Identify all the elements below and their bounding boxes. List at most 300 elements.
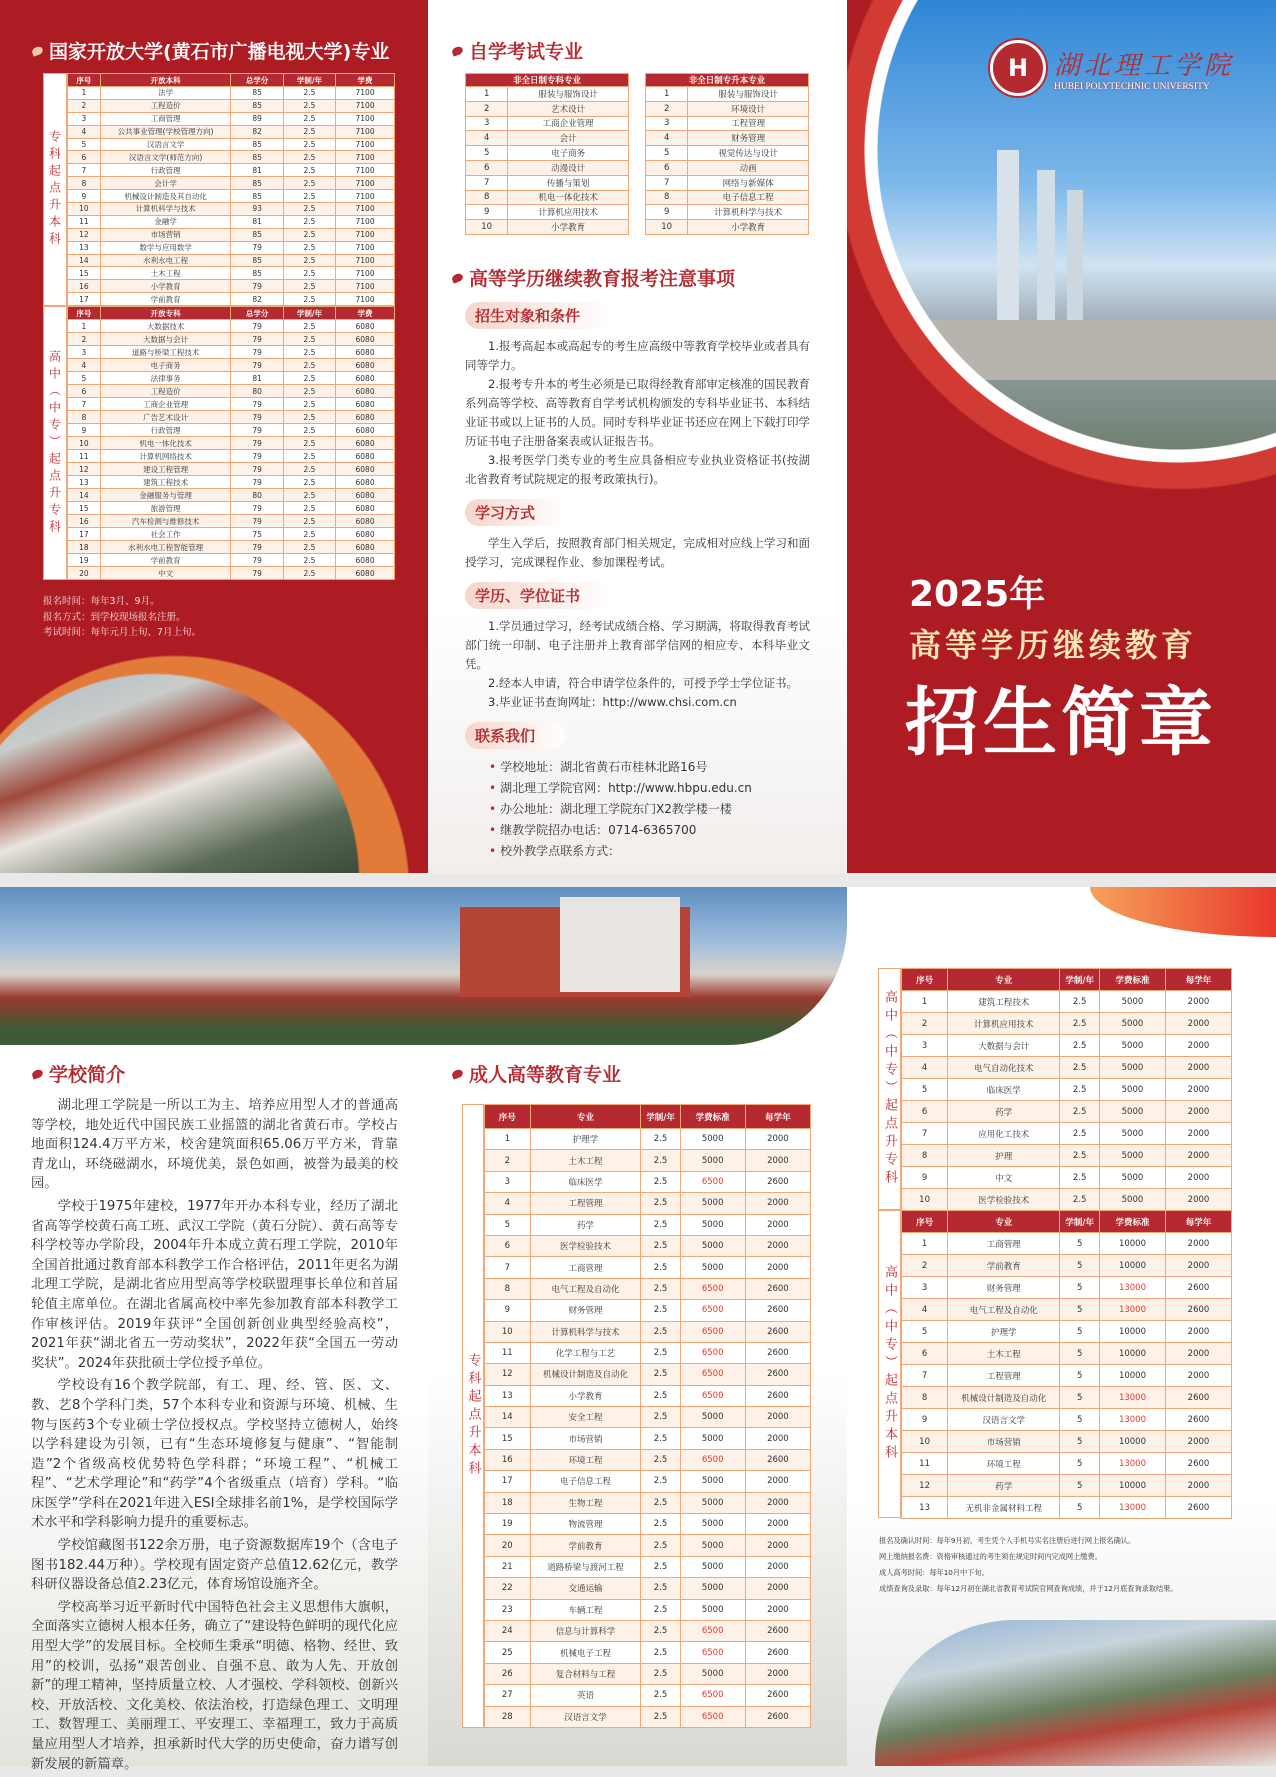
table-cell: 27 (485, 1685, 531, 1706)
table-cell: 15 (68, 267, 101, 280)
table-cell: 6080 (336, 424, 395, 437)
table-cell: 护理学 (530, 1129, 641, 1150)
contact-website[interactable]: • 湖北理工学院官网：http://www.hbpu.edu.cn (465, 778, 810, 799)
table-row (902, 1057, 1232, 1079)
contact-office: • 办公地址：湖北理工学院东门X2教学楼一楼 (465, 799, 810, 820)
table-cell: 5 (485, 1214, 531, 1235)
table-cell: 26 (485, 1663, 531, 1684)
table-header-row (646, 74, 809, 87)
table-cell: 土木工程 (530, 1150, 641, 1171)
table-cell: 2.5 (283, 125, 335, 138)
table-cell: 2.5 (1060, 1035, 1100, 1057)
column-header: 学制/年 (1060, 969, 1100, 991)
table-cell: 12 (485, 1364, 531, 1385)
self-study-associate-grid (465, 73, 629, 235)
main-building (847, 320, 1276, 380)
open-bachelor-table (67, 73, 395, 306)
table-cell: 5 (1060, 1453, 1100, 1475)
table-cell: 5 (1060, 1299, 1100, 1321)
table-cell: 5 (1060, 1255, 1100, 1277)
table-cell: 2.5 (283, 515, 335, 528)
table-row (902, 1299, 1232, 1321)
table-cell: 4 (68, 125, 101, 138)
table-row (902, 1233, 1232, 1255)
table-cell: 2600 (1165, 1497, 1231, 1519)
table-cell: 2.5 (283, 463, 335, 476)
subsection-certificates: 学历、学位证书 (465, 582, 610, 609)
table-row (902, 1167, 1232, 1189)
table-cell: 5000 (680, 1535, 745, 1556)
table-cell: 7100 (336, 215, 395, 228)
table-cell: 1 (485, 1129, 531, 1150)
table-cell: 10000 (1099, 1255, 1165, 1277)
table-row (485, 1385, 811, 1406)
table-cell: 学前教育 (948, 1255, 1060, 1277)
table-cell: 2.5 (283, 346, 335, 359)
table-cell: 8 (485, 1278, 531, 1299)
table-cell: 2.5 (283, 190, 335, 203)
table-cell: 艺术设计 (508, 101, 629, 116)
certificate-para: 1.学员通过学习，经考试成绩合格、学习期满，将取得教育考试部门统一印制、电子注册并上教育部学信网的相应专、本科毕业文凭。 (465, 619, 810, 671)
table-row (68, 567, 395, 580)
table-cell: 护理 (948, 1145, 1060, 1167)
table-row (68, 267, 395, 280)
table-cell: 5 (68, 372, 101, 385)
table-cell: 小学教育 (530, 1385, 641, 1406)
table-cell: 6 (902, 1343, 948, 1365)
table-cell: 2.5 (283, 476, 335, 489)
intro-text (31, 1096, 398, 1777)
table-cell: 2.5 (283, 241, 335, 254)
table-cell: 5 (1060, 1387, 1100, 1409)
table-cell: 5 (902, 1079, 948, 1101)
cover-year: 2025年 (909, 574, 1046, 615)
table-cell: 14 (68, 254, 101, 267)
table-cell: 8 (902, 1145, 948, 1167)
self-study-associate-table (465, 73, 629, 235)
table-row (646, 160, 809, 175)
table-cell: 25 (485, 1642, 531, 1663)
table-row (646, 87, 809, 102)
table-row (68, 463, 395, 476)
table-cell: 2.5 (1060, 1079, 1100, 1101)
table-cell: 5000 (680, 1235, 745, 1256)
table-row (68, 424, 395, 437)
table-cell: 2.5 (641, 1257, 680, 1278)
open-associate-table (67, 306, 395, 580)
table-cell: 5000 (1099, 1167, 1165, 1189)
table-header-row (68, 74, 395, 87)
section-label-bachelor: 专科起点升本科 (43, 73, 67, 306)
table-cell: 6080 (336, 359, 395, 372)
table-row (466, 101, 629, 116)
table-row (68, 280, 395, 293)
table-cell: 23 (485, 1599, 531, 1620)
table-row (485, 1235, 811, 1256)
table-cell: 6080 (336, 541, 395, 554)
table-cell: 小学教育 (100, 280, 231, 293)
table-cell: 金融服务与管理 (100, 489, 231, 502)
table-cell: 1 (646, 87, 688, 102)
table-row (68, 450, 395, 463)
table-cell: 2.5 (641, 1129, 680, 1150)
table-cell: 7100 (336, 177, 395, 190)
table-cell: 8 (466, 190, 508, 205)
table-row (902, 1343, 1232, 1365)
table-cell: 17 (485, 1471, 531, 1492)
table-cell: 6500 (680, 1300, 745, 1321)
table-cell: 79 (231, 450, 283, 463)
table-cell: 2.5 (641, 1642, 680, 1663)
table-cell: 5 (1060, 1233, 1100, 1255)
table-row (68, 554, 395, 567)
table-cell: 2600 (745, 1171, 810, 1192)
table-cell: 79 (231, 241, 283, 254)
table-cell: 79 (231, 502, 283, 515)
tower-building (1067, 190, 1083, 340)
section-label-bachelor: 专科起点升本科 (462, 1104, 484, 1728)
section-label-hs-bachelor: 高中（中专）起点升本科 (878, 1210, 901, 1518)
table-cell: 8 (68, 177, 101, 190)
table-cell: 2600 (745, 1642, 810, 1663)
column-header: 专业 (948, 1211, 1060, 1233)
table-cell: 79 (231, 359, 283, 372)
logo-english-name: HUBEI POLYTECHNIC UNIVERSITY (1054, 81, 1210, 92)
section-title-text: 成人高等教育专业 (469, 1064, 622, 1086)
table-cell: 85 (231, 138, 283, 151)
table-cell: 2000 (1165, 1233, 1231, 1255)
table-cell: 2.5 (641, 1428, 680, 1449)
table-cell: 10 (466, 220, 508, 235)
table-cell: 7100 (336, 190, 395, 203)
table-cell: 6080 (336, 398, 395, 411)
table-cell: 2.5 (641, 1535, 680, 1556)
table-row (68, 151, 395, 164)
table-cell: 2000 (745, 1214, 810, 1235)
table-cell: 5000 (1099, 1101, 1165, 1123)
column-header: 学制/年 (1060, 1211, 1100, 1233)
table-row (68, 541, 395, 554)
table-cell: 2.5 (1060, 1123, 1100, 1145)
table-cell: 6500 (680, 1685, 745, 1706)
table-cell: 物流管理 (530, 1514, 641, 1535)
table-cell: 大数据与会计 (948, 1035, 1060, 1057)
table-cell: 学前教育 (530, 1535, 641, 1556)
table-cell: 土木工程 (100, 267, 231, 280)
column-header: 序号 (68, 74, 101, 87)
table-cell: 13 (902, 1497, 948, 1519)
intro-para: 湖北理工学院是一所以工为主、培养应用型人才的普通高等学校，地处近代中国民族工业摇篮的湖北省黄石市。学校占地面积124.4万平方米，校舍建筑面积65.06万平方米，背靠青龙山，环绕磁湖水，环境优美，景色如画，被誉为最美的校园。 (31, 1098, 398, 1192)
table-cell: 79 (231, 541, 283, 554)
table-row (902, 1189, 1232, 1211)
table-cell: 6500 (680, 1364, 745, 1385)
table-cell: 3 (68, 346, 101, 359)
table-cell: 环境设计 (688, 101, 809, 116)
table-cell: 汽车检测与维修技术 (100, 515, 231, 528)
adult-notes (879, 1533, 1251, 1597)
table-cell: 2.5 (283, 359, 335, 372)
contact-external: • 校外教学点联系方式： (465, 841, 810, 862)
table-cell: 工商管理 (948, 1233, 1060, 1255)
table-cell: 机械设计制造及自动化 (530, 1364, 641, 1385)
table-cell: 2.5 (1060, 1013, 1100, 1035)
table-cell: 9 (466, 205, 508, 220)
table-cell: 81 (231, 215, 283, 228)
table-cell: 82 (231, 125, 283, 138)
table-cell: 2 (902, 1255, 948, 1277)
subsection-study-mode: 学习方式 (465, 499, 565, 526)
table-cell: 2600 (745, 1385, 810, 1406)
table-cell: 9 (902, 1409, 948, 1431)
table-cell: 建筑工程技术 (948, 991, 1060, 1013)
table-cell: 5 (1060, 1409, 1100, 1431)
notice-content (465, 292, 810, 862)
table-row (68, 215, 395, 228)
table-cell: 法学 (100, 87, 231, 100)
open-university-notes (43, 594, 393, 641)
table-cell: 工程管理 (688, 116, 809, 131)
column-header: 学费 (336, 74, 395, 87)
section-title-text: 高等学历继续教育报考注意事项 (469, 268, 736, 290)
intro-para: 学校高举习近平新时代中国特色社会主义思想伟大旗帜，全面落实立德树人根本任务，确立了“建设特色鲜明的现代化应用型大学”的发展目标。全校师生秉承“明德、格物、经世、致用”的校训，弘扬“艰苦创业、自强不息、敢为人先、开放创新”的理工精神，坚持质量立校、人才强校、学科领校、创新兴校、开放活校、文化美校、依法治校，打造绿色理工、文明理工、数智理工、美丽理工、平安理工、幸福理工，致力于高质量应用型人才培养，担承新时代大学的历史使命，奋力谱写创新发展的新篇章。 (31, 1599, 398, 1772)
open-associate-table-grid (67, 306, 395, 580)
table-row (68, 320, 395, 333)
table-row (68, 333, 395, 346)
table-cell: 5000 (680, 1578, 745, 1599)
table-row (485, 1342, 811, 1363)
table-cell: 安全工程 (530, 1407, 641, 1428)
table-cell: 79 (231, 463, 283, 476)
table-row (902, 1453, 1232, 1475)
table-cell: 2.5 (1060, 1145, 1100, 1167)
intro-para: 学校馆藏图书122余万册，电子资源数据库19个（含电子图书182.44万种）。学校现有固定资产总值12.62亿元，教学科研仪器设备总值2.23亿元，体育场馆设施齐全。 (31, 1538, 398, 1593)
table-cell: 5000 (680, 1492, 745, 1513)
table-cell: 水利水电工程智能管理 (100, 541, 231, 554)
table-row (902, 1431, 1232, 1453)
table-row (485, 1599, 811, 1620)
contact-address: • 学校地址：湖北省黄石市桂林北路16号 (465, 757, 810, 778)
table-cell: 3 (485, 1171, 531, 1192)
table-cell: 93 (231, 203, 283, 216)
table-cell: 18 (68, 541, 101, 554)
table-row (485, 1278, 811, 1299)
table-cell: 2.5 (641, 1407, 680, 1428)
table-cell: 2600 (1165, 1277, 1231, 1299)
table-cell: 2.5 (641, 1471, 680, 1492)
table-cell: 7100 (336, 241, 395, 254)
table-header-row (485, 1105, 811, 1129)
table-cell: 6500 (680, 1278, 745, 1299)
table-cell: 机电一体化技术 (100, 437, 231, 450)
table-cell: 85 (231, 177, 283, 190)
table-row (902, 1365, 1232, 1387)
table-row (902, 1101, 1232, 1123)
table-row (68, 87, 395, 100)
table-cell: 2600 (745, 1364, 810, 1385)
table-cell: 16 (485, 1449, 531, 1470)
table-cell: 81 (231, 164, 283, 177)
column-header: 学费 (336, 307, 395, 320)
table-cell: 6500 (680, 1342, 745, 1363)
university-logo (990, 40, 1234, 96)
table-cell: 7100 (336, 280, 395, 293)
table-cell: 1 (902, 1233, 948, 1255)
table-cell: 汉语言文学(师范方向) (100, 151, 231, 164)
table-row (68, 359, 395, 372)
table-row (485, 1449, 811, 1470)
table-row (485, 1471, 811, 1492)
table-cell: 6500 (680, 1642, 745, 1663)
table-cell: 2000 (1165, 1079, 1231, 1101)
table-cell: 2000 (1165, 1013, 1231, 1035)
table-cell: 2000 (745, 1535, 810, 1556)
open-university-title (32, 37, 389, 64)
table-cell: 计算机网络技术 (100, 450, 231, 463)
table-cell: 电气自动化技术 (948, 1057, 1060, 1079)
table-cell: 11 (485, 1342, 531, 1363)
table-cell: 7100 (336, 112, 395, 125)
cover-subtitle: 高等学历继续教育 (909, 626, 1198, 664)
self-study-title (452, 37, 583, 64)
adult-associate-grid (901, 968, 1232, 1211)
table-cell: 工商管理 (100, 112, 231, 125)
table-row (485, 1171, 811, 1192)
table-row (68, 528, 395, 541)
table-cell: 7100 (336, 138, 395, 151)
table-cell: 3 (646, 116, 688, 131)
column-header: 专业 (948, 969, 1060, 991)
table-cell: 2.5 (641, 1300, 680, 1321)
table-cell: 2600 (745, 1620, 810, 1641)
table-row (68, 99, 395, 112)
section-label-associate: 高中（中专）起点升专科 (43, 306, 67, 580)
table-cell: 6080 (336, 346, 395, 359)
table-cell: 2.5 (283, 254, 335, 267)
table-cell: 2.5 (283, 215, 335, 228)
table-cell: 21 (485, 1556, 531, 1577)
table-cell: 7100 (336, 228, 395, 241)
table-cell: 5000 (1099, 1189, 1165, 1211)
fold-gap (0, 873, 1276, 887)
table-cell: 2.5 (283, 489, 335, 502)
table-cell: 2000 (1165, 1255, 1231, 1277)
table-cell: 2600 (745, 1278, 810, 1299)
table-cell: 2000 (745, 1235, 810, 1256)
table-cell: 2.5 (283, 372, 335, 385)
table-cell: 5000 (680, 1556, 745, 1577)
table-cell: 无机非金属材料工程 (948, 1497, 1060, 1519)
table-cell: 2.5 (283, 177, 335, 190)
table-cell: 2000 (1165, 1343, 1231, 1365)
table-row (485, 1492, 811, 1513)
table-cell: 1 (68, 320, 101, 333)
table-cell: 水利水电工程 (100, 254, 231, 267)
table-cell: 2600 (745, 1342, 810, 1363)
table-cell: 79 (231, 346, 283, 359)
column-header: 序号 (485, 1105, 531, 1129)
table-cell: 2.5 (1060, 991, 1100, 1013)
table-cell: 2.5 (641, 1385, 680, 1406)
table-cell: 机械设计制造及其自动化 (100, 190, 231, 203)
table-cell: 2.5 (1060, 1057, 1100, 1079)
table-cell: 7 (485, 1257, 531, 1278)
table-cell: 85 (231, 254, 283, 267)
table-row (466, 175, 629, 190)
table-cell: 2.5 (283, 567, 335, 580)
table-cell: 5000 (680, 1471, 745, 1492)
table-row (902, 1123, 1232, 1145)
table-cell: 5 (1060, 1277, 1100, 1299)
table-cell: 8 (68, 411, 101, 424)
bullet-icon (31, 45, 44, 56)
table-row (485, 1620, 811, 1641)
notice-title (452, 264, 735, 291)
table-cell: 财务管理 (530, 1300, 641, 1321)
table-cell: 2.5 (283, 293, 335, 306)
table-cell: 2000 (745, 1663, 810, 1684)
table-cell: 2000 (745, 1578, 810, 1599)
table-cell: 6 (902, 1101, 948, 1123)
table-cell: 6080 (336, 502, 395, 515)
table-cell: 13000 (1099, 1497, 1165, 1519)
table-cell: 计算机应用技术 (508, 205, 629, 220)
table-cell: 13 (68, 241, 101, 254)
table-row (68, 515, 395, 528)
table-cell: 2600 (1165, 1409, 1231, 1431)
table-cell: 2.5 (641, 1492, 680, 1513)
column-header: 序号 (902, 1211, 948, 1233)
table-cell: 5 (1060, 1431, 1100, 1453)
certificate-para: 2.经本人申请，符合申请学位条件的，可授予学士学位证书。 (488, 676, 798, 690)
table-cell: 79 (231, 411, 283, 424)
table-cell: 75 (231, 528, 283, 541)
table-row (485, 1407, 811, 1428)
table-row (68, 164, 395, 177)
section-title-text: 国家开放大学(黄石市广播电视大学)专业 (49, 41, 390, 63)
table-cell: 82 (231, 293, 283, 306)
table-cell: 2.5 (641, 1620, 680, 1641)
table-cell: 2.5 (641, 1556, 680, 1577)
table-cell: 85 (231, 99, 283, 112)
table-row (485, 1642, 811, 1663)
table-cell: 6080 (336, 567, 395, 580)
column-header: 学费标准 (1099, 1211, 1165, 1233)
table-cell: 2000 (745, 1492, 810, 1513)
table-cell: 6080 (336, 463, 395, 476)
table-cell: 工商企业管理 (100, 398, 231, 411)
table-row (902, 1497, 1232, 1519)
table-cell: 服装与服饰设计 (508, 87, 629, 102)
table-row (68, 112, 395, 125)
table-cell: 1 (68, 87, 101, 100)
table-cell: 2000 (745, 1556, 810, 1577)
table-row (466, 146, 629, 161)
table-cell: 2600 (745, 1685, 810, 1706)
table-cell: 7100 (336, 267, 395, 280)
table-cell: 13000 (1099, 1453, 1165, 1475)
table-cell: 5 (466, 146, 508, 161)
campus-panorama-photo (0, 887, 847, 1045)
table-row (902, 991, 1232, 1013)
table-cell: 2000 (745, 1428, 810, 1449)
table-cell: 2.5 (283, 385, 335, 398)
table-cell: 79 (231, 554, 283, 567)
table-row (902, 1255, 1232, 1277)
table-cell: 7100 (336, 99, 395, 112)
table-cell: 生物工程 (530, 1492, 641, 1513)
table-cell: 2.5 (641, 1685, 680, 1706)
table-cell: 7100 (336, 254, 395, 267)
